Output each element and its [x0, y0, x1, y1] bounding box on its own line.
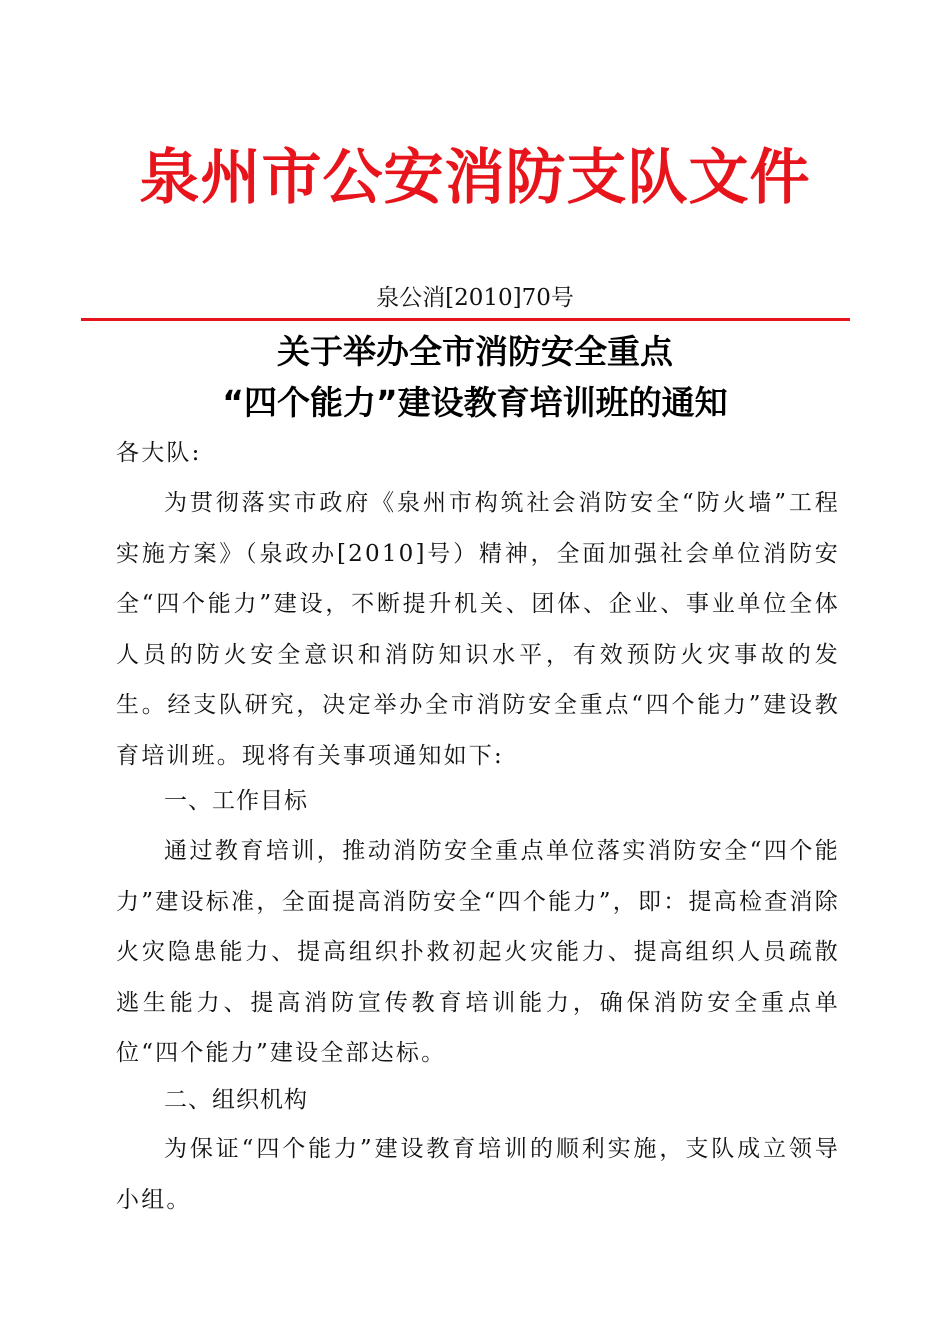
section-heading-organization: 二、组织机构	[164, 1087, 308, 1113]
notice-title-line2: “四个能力”建设教育培训班的通知	[222, 383, 728, 422]
document-header-title: 泉州市公安消防支队文件	[139, 143, 811, 213]
red-divider-line	[81, 318, 850, 321]
paragraph-intro: 为贯彻落实市政府《泉州市构筑社会消防安全“防火墙”工程实施方案》（泉政办[2010]号）精神，全面加强社会单位消防安全“四个能力”建设，不断提升机关、团体、企业、事业单位全体人员的防火安全意识和消防知识水平，有效预防火灾事故的发生。经支队研究，决定举办全市消防安全重点“四个能力”建设教育培训班。现将有关事项通知如下:	[116, 490, 840, 769]
paragraph-organization: 为保证“四个能力”建设教育培训的顺利实施，支队成立领导小组。	[116, 1136, 840, 1213]
notice-title-line1: 关于举办全市消防安全重点	[277, 332, 673, 371]
paragraph-goals: 通过教育培训，推动消防安全重点单位落实消防安全“四个能力”建设标准，全面提高消防安全“四个能力”，即：提高检查消除火灾隐患能力、提高组织扑救初起火灾能力、提高组织人员疏散逃生能力、提高消防宣传教育培训能力，确保消防安全重点单位“四个能力”建设全部达标。	[116, 838, 840, 1066]
addressee: 各大队:	[116, 440, 202, 466]
section-heading-goals: 一、工作目标	[164, 788, 308, 814]
document-number: 泉公消[2010]70号	[376, 285, 574, 311]
